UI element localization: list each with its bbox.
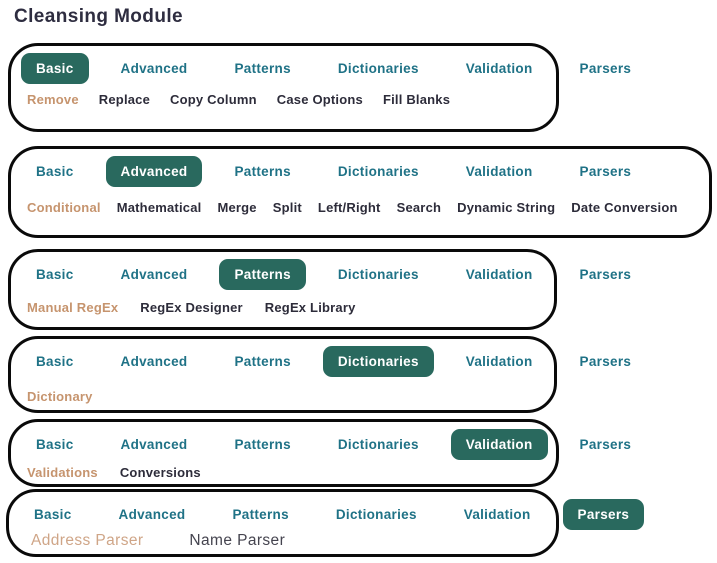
tab-validation[interactable]: Validation — [465, 267, 533, 282]
tab-advanced[interactable]: Advanced — [118, 507, 186, 522]
subtab-case-options[interactable]: Case Options — [276, 92, 363, 107]
tab-advanced[interactable]: Advanced — [106, 156, 203, 187]
tab-basic[interactable]: Basic — [34, 507, 72, 522]
tab-bar — [19, 429, 632, 460]
tab-advanced[interactable]: Advanced — [120, 267, 188, 282]
subtab-mathematical[interactable]: Mathematical — [116, 200, 202, 215]
tab-patterns[interactable]: Patterns — [234, 164, 291, 179]
sub-tab-bar — [19, 389, 546, 404]
subtab-replace[interactable]: Replace — [98, 92, 151, 107]
subtab-address-parser[interactable]: Address Parser — [31, 532, 144, 549]
tab-bar — [19, 53, 632, 84]
sub-tab-bar — [19, 465, 548, 480]
subtab-fill-blanks[interactable]: Fill Blanks — [382, 92, 451, 107]
subtab-left-right[interactable]: Left/Right — [317, 200, 381, 215]
tab-basic[interactable]: Basic — [36, 354, 74, 369]
subtab-search[interactable]: Search — [396, 200, 442, 215]
subtab-remove[interactable]: Remove — [27, 92, 79, 107]
sub-tab-bar — [19, 92, 548, 107]
tab-validation[interactable]: Validation — [465, 61, 533, 76]
page-title: Cleansing Module — [14, 6, 183, 27]
tab-validation[interactable]: Validation — [465, 354, 533, 369]
tab-advanced[interactable]: Advanced — [120, 354, 188, 369]
tab-basic[interactable]: Basic — [36, 267, 74, 282]
subtab-conditional[interactable]: Conditional — [27, 200, 101, 215]
tab-dictionaries[interactable]: Dictionaries — [335, 507, 417, 522]
tab-dictionaries[interactable]: Dictionaries — [337, 164, 419, 179]
subtab-conversions[interactable]: Conversions — [119, 465, 201, 480]
tab-bar — [19, 346, 632, 377]
subtab-manual-regex[interactable]: Manual RegEx — [27, 300, 119, 315]
tab-patterns[interactable]: Patterns — [234, 437, 291, 452]
tab-patterns[interactable]: Patterns — [219, 259, 305, 290]
tab-dictionaries[interactable]: Dictionaries — [337, 267, 419, 282]
tab-validation[interactable]: Validation — [463, 507, 531, 522]
panel-basic — [8, 43, 632, 132]
tab-advanced[interactable]: Advanced — [120, 61, 188, 76]
tab-parsers[interactable]: Parsers — [579, 61, 632, 76]
panel-advanced — [8, 146, 712, 238]
tab-validation[interactable]: Validation — [465, 164, 533, 179]
tab-bar — [19, 156, 701, 187]
subtab-validations[interactable]: Validations — [27, 465, 98, 480]
tab-patterns[interactable]: Patterns — [234, 61, 291, 76]
tab-advanced[interactable]: Advanced — [120, 437, 188, 452]
subtab-name-parser[interactable]: Name Parser — [189, 532, 286, 549]
tab-bar — [17, 499, 630, 530]
tab-validation[interactable]: Validation — [451, 429, 548, 460]
tab-parsers[interactable]: Parsers — [579, 267, 632, 282]
tab-bar — [19, 259, 632, 290]
panel-dictionaries — [8, 336, 632, 413]
tab-basic[interactable]: Basic — [36, 437, 74, 452]
subtab-regex-library[interactable]: RegEx Library — [264, 300, 356, 315]
tab-parsers[interactable]: Parsers — [579, 164, 632, 179]
subtab-regex-designer[interactable]: RegEx Designer — [140, 300, 243, 315]
subtab-copy-column[interactable]: Copy Column — [170, 92, 257, 107]
subtab-split[interactable]: Split — [272, 200, 302, 215]
tab-patterns[interactable]: Patterns — [232, 507, 289, 522]
tab-dictionaries[interactable]: Dictionaries — [337, 437, 419, 452]
sub-tab-bar — [19, 200, 701, 215]
panel-patterns — [8, 249, 632, 330]
panel-parsers — [6, 489, 630, 557]
panel-validation — [8, 419, 632, 487]
subtab-date-conversion[interactable]: Date Conversion — [571, 200, 678, 215]
subtab-merge[interactable]: Merge — [217, 200, 257, 215]
sub-tab-bar — [19, 300, 546, 315]
tab-basic[interactable]: Basic — [21, 53, 89, 84]
sub-tab-bar — [17, 532, 548, 550]
tab-parsers[interactable]: Parsers — [579, 354, 632, 369]
tab-dictionaries[interactable]: Dictionaries — [337, 61, 419, 76]
subtab-dynamic-string[interactable]: Dynamic String — [457, 200, 556, 215]
subtab-dictionary[interactable]: Dictionary — [27, 389, 93, 404]
tab-dictionaries[interactable]: Dictionaries — [323, 346, 434, 377]
tab-basic[interactable]: Basic — [36, 164, 74, 179]
tab-parsers[interactable]: Parsers — [579, 437, 632, 452]
tab-parsers[interactable]: Parsers — [563, 499, 645, 530]
tab-patterns[interactable]: Patterns — [234, 354, 291, 369]
